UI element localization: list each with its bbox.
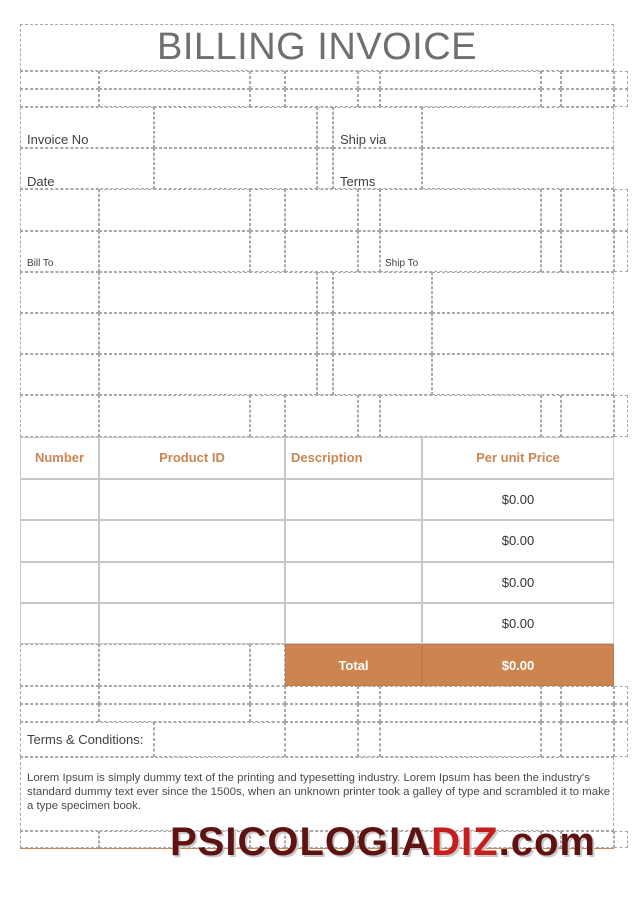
grid-cell xyxy=(358,189,380,231)
table-cell-description[interactable] xyxy=(285,562,422,603)
grid-cell xyxy=(285,231,358,272)
grid-cell xyxy=(541,89,561,107)
total-value: $0.00 xyxy=(422,644,614,686)
row-4-price: $0.00 xyxy=(501,616,535,631)
header-price: Per unit Price xyxy=(476,450,560,465)
grid-cell xyxy=(99,644,250,686)
grid-cell xyxy=(614,722,628,757)
table-cell-number[interactable] xyxy=(20,603,99,644)
grid-cell xyxy=(614,395,628,437)
grid-cell xyxy=(285,686,358,704)
ship-to-label: Ship To xyxy=(385,258,419,269)
grid-cell xyxy=(614,231,628,272)
grid-cell xyxy=(380,89,541,107)
table-cell-description[interactable] xyxy=(285,520,422,562)
grid-cell xyxy=(20,644,99,686)
grid-cell xyxy=(99,686,250,704)
grid-cell xyxy=(20,189,99,231)
grid-cell xyxy=(358,71,380,89)
grid-cell xyxy=(614,71,628,89)
grid-cell xyxy=(614,831,628,848)
grid-cell xyxy=(541,231,561,272)
grid-cell xyxy=(317,148,333,189)
grid-cell xyxy=(614,189,628,231)
grid-cell xyxy=(358,704,380,722)
ship-to-address-line[interactable] xyxy=(432,354,614,395)
grid-cell xyxy=(250,231,285,272)
grid-cell xyxy=(285,704,358,722)
bill-to-address-line[interactable] xyxy=(99,313,317,354)
grid-cell xyxy=(380,189,541,231)
terms-field[interactable] xyxy=(422,148,614,189)
grid-cell xyxy=(380,686,541,704)
grid-cell xyxy=(358,231,380,272)
grid-cell xyxy=(561,704,614,722)
table-cell-product-id[interactable] xyxy=(99,520,285,562)
table-cell-description[interactable] xyxy=(285,479,422,520)
grid-cell xyxy=(20,395,99,437)
grid-cell xyxy=(380,71,541,89)
grid-cell xyxy=(561,71,614,89)
grid-cell xyxy=(20,354,99,395)
total-label: Total xyxy=(285,644,422,686)
grid-cell xyxy=(614,704,628,722)
grid-cell xyxy=(250,704,285,722)
table-cell-description[interactable] xyxy=(285,603,422,644)
invoice-no-field[interactable] xyxy=(154,107,317,148)
table-cell-number[interactable] xyxy=(20,479,99,520)
header-product-id: Product ID xyxy=(159,450,225,465)
ship-via-label: Ship via xyxy=(340,132,387,147)
terms-label: Terms xyxy=(340,174,376,189)
grid-cell xyxy=(20,704,99,722)
grid-cell xyxy=(380,704,541,722)
grid-cell xyxy=(317,313,333,354)
grid-cell xyxy=(358,686,380,704)
table-cell-product-id[interactable] xyxy=(99,562,285,603)
grid-cell xyxy=(99,395,250,437)
grid-cell xyxy=(99,704,250,722)
grid-cell xyxy=(561,722,614,757)
grid-cell xyxy=(614,89,628,107)
row-3-price: $0.00 xyxy=(501,575,535,590)
grid-cell xyxy=(333,313,432,354)
date-field[interactable] xyxy=(154,148,317,189)
grid-cell xyxy=(20,686,99,704)
table-cell-product-id[interactable] xyxy=(99,603,285,644)
grid-cell xyxy=(20,89,99,107)
grid-cell xyxy=(541,71,561,89)
grid-cell xyxy=(285,189,358,231)
grid-cell xyxy=(20,313,99,354)
table-cell-number[interactable] xyxy=(20,562,99,603)
watermark-logo xyxy=(170,820,596,865)
grid-cell xyxy=(317,107,333,148)
grid-cell xyxy=(333,272,432,313)
grid-cell xyxy=(285,71,358,89)
table-cell-number[interactable] xyxy=(20,520,99,562)
date-label: Date xyxy=(27,174,55,189)
grid-cell xyxy=(358,722,380,757)
watermark-part-3: .com xyxy=(498,820,596,864)
grid-cell xyxy=(541,704,561,722)
ship-via-field[interactable] xyxy=(422,107,614,148)
grid-cell xyxy=(541,395,561,437)
grid-cell xyxy=(561,89,614,107)
bill-to-address-line[interactable] xyxy=(99,354,317,395)
grid-cell xyxy=(541,686,561,704)
grid-cell xyxy=(99,89,250,107)
ship-to-address-line[interactable] xyxy=(432,272,614,313)
header-description: Description xyxy=(291,450,363,465)
grid-cell xyxy=(250,71,285,89)
grid-cell xyxy=(317,272,333,313)
grid-cell xyxy=(154,722,285,757)
watermark-part-2: DIZ xyxy=(431,820,499,864)
grid-cell xyxy=(99,71,250,89)
grid-cell xyxy=(20,71,99,89)
grid-cell xyxy=(285,722,358,757)
terms-conditions-label: Terms & Conditions: xyxy=(27,732,144,747)
grid-cell xyxy=(285,89,358,107)
bill-to-label: Bill To xyxy=(27,258,54,269)
grid-cell xyxy=(614,686,628,704)
ship-to-address-line[interactable] xyxy=(432,313,614,354)
row-1-price: $0.00 xyxy=(501,492,535,507)
row-2-price: $0.00 xyxy=(501,533,535,548)
grid-cell xyxy=(20,272,99,313)
grid-cell xyxy=(380,395,541,437)
grid-cell xyxy=(561,395,614,437)
grid-cell xyxy=(317,354,333,395)
grid-cell xyxy=(561,189,614,231)
grid-cell xyxy=(541,189,561,231)
grid-cell xyxy=(358,395,380,437)
grid-cell xyxy=(541,722,561,757)
grid-cell xyxy=(285,395,358,437)
bill-to-address-line[interactable] xyxy=(99,272,317,313)
grid-cell xyxy=(250,89,285,107)
grid-cell xyxy=(333,354,432,395)
header-number: Number xyxy=(34,450,85,465)
grid-cell xyxy=(99,189,250,231)
grid-cell xyxy=(380,722,541,757)
invoice-no-label: Invoice No xyxy=(27,132,89,147)
invoice-title: BILLING INVOICE xyxy=(156,26,478,68)
grid-cell xyxy=(250,644,285,686)
grid-cell xyxy=(561,686,614,704)
grid-cell xyxy=(250,395,285,437)
grid-cell xyxy=(99,231,250,272)
grid-cell xyxy=(20,831,99,848)
watermark-part-1: PSICOLOGIA xyxy=(170,820,432,864)
table-cell-product-id[interactable] xyxy=(99,479,285,520)
grid-cell xyxy=(358,89,380,107)
grid-cell xyxy=(250,686,285,704)
grid-cell xyxy=(561,231,614,272)
grid-cell xyxy=(250,189,285,231)
terms-text: Lorem Ipsum is simply dummy text of the printing and typesetting industry. Lorem Ipsum has been the industry's standard dummy text ever since the 1500s, when an unknown printer took a galley of type and scrambled it to make a type specimen book. xyxy=(27,772,611,812)
